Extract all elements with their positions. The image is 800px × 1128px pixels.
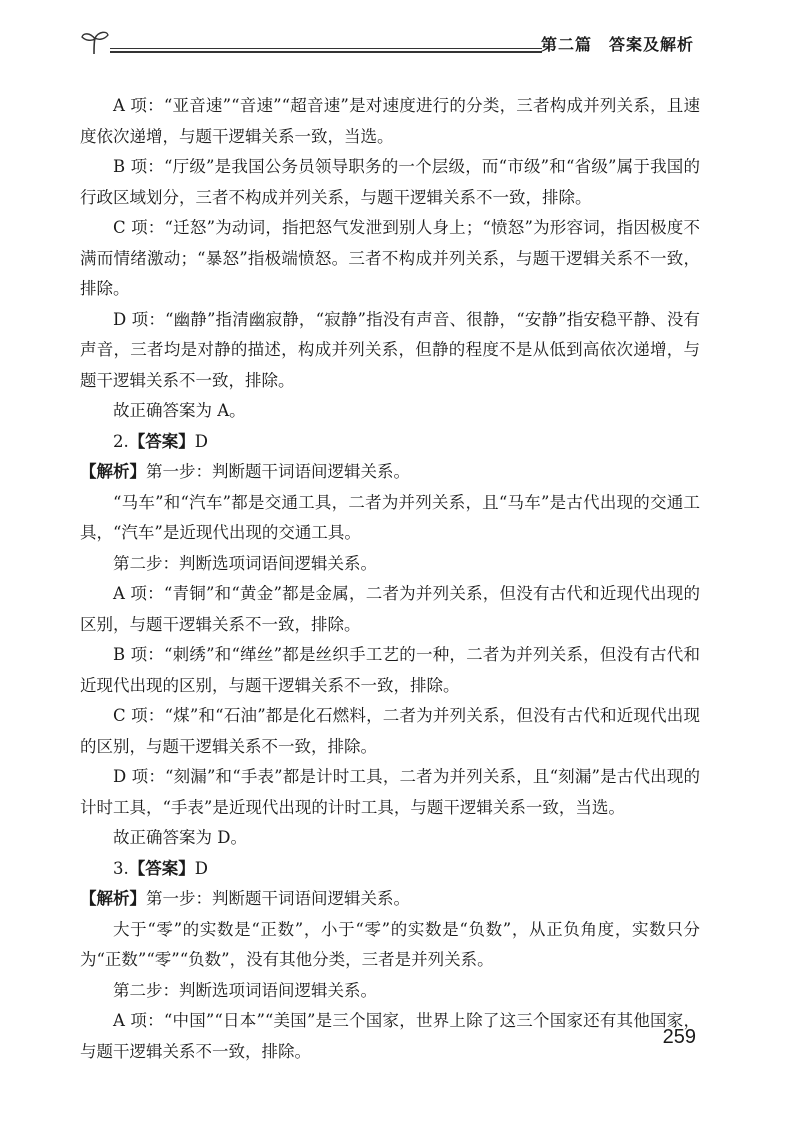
section-title: 第二篇 答案及解析 xyxy=(540,35,694,54)
q2-answer-value: D xyxy=(194,431,208,451)
q2-paragraph: B 项：“刺绣”和“缂丝”都是丝织手工艺的一种，二者为并列关系，但没有古代和近现代出现的区别，与题干逻辑关系不一致，排除。 xyxy=(80,645,700,695)
paragraph-option-c: C 项：“迁怒”为动词，指把怒气发泄到别人身上；“愤怒”为形容词，指因极度不满而情绪激动；“暴怒”指极端愤怒。三者不构成并列关系，与题干逻辑关系不一致，排除。 xyxy=(80,218,700,298)
q2-paragraph: 故正确答案为 D。 xyxy=(113,828,247,847)
q2-analysis-line xyxy=(80,457,700,488)
q3-paragraph: 大于“零”的实数是“正数”，小于“零”的实数是“负数”，从正负角度，实数只分为“正数”“零”“负数”，没有其他分类，三者是并列关系。 xyxy=(80,919,700,969)
paragraph-option-a: A 项：“亚音速”“音速”“超音速”是对速度进行的分类，三者构成并列关系，且速度依次递增，与题干逻辑关系一致，当选。 xyxy=(80,96,700,146)
q2-paragraph: A 项：“青铜”和“黄金”都是金属，二者为并列关系，但没有古代和近现代出现的区别，与题干逻辑关系不一致，排除。 xyxy=(80,584,700,634)
paragraph-option-b: B 项：“厅级”是我国公务员领导职务的一个层级，而“市级”和“省级”属于我国的行政区域划分，三者不构成并列关系，与题干逻辑关系不一致，排除。 xyxy=(80,157,700,207)
page-body xyxy=(80,91,700,1067)
q2-answer-line xyxy=(80,427,700,458)
header-rule-bold xyxy=(110,51,542,53)
q2-paragraph: “马车”和“汽车”都是交通工具，二者为并列关系，且“马车”是古代出现的交通工具，“汽车”是近现代出现的交通工具。 xyxy=(80,492,700,542)
q2-analysis-label: 【解析】 xyxy=(80,462,146,481)
q3-answer-value: D xyxy=(194,858,208,878)
q2-step1: 第一步：判断题干词语间逻辑关系。 xyxy=(146,462,410,481)
q3-number: 3. xyxy=(113,858,129,878)
paragraph-option-d: D 项：“幽静”指清幽寂静，“寂静”指没有声音、很静，“安静”指安稳平静、没有声音，三者均是对静的描述，构成并列关系，但静的程度不是从低到高依次递增，与题干逻辑关系不一致，排除。 xyxy=(80,309,700,390)
q2-paragraph: 第二步：判断选项词语间逻辑关系。 xyxy=(113,553,377,573)
running-header xyxy=(80,28,710,58)
q3-paragraph: 第二步：判断选项词语间逻辑关系。 xyxy=(113,980,377,1000)
q3-analysis-line xyxy=(80,884,700,915)
q2-number: 2. xyxy=(113,431,129,451)
q2-answer-label: 【答案】 xyxy=(128,431,195,451)
q2-paragraph: D 项：“刻漏”和“手表”都是计时工具，二者为并列关系，且“刻漏”是古代出现的计时工具，“手表”是近现代出现的计时工具，与题干逻辑关系一致，当选。 xyxy=(80,767,700,817)
q3-answer-line xyxy=(80,854,700,885)
q3-step1: 第一步：判断题干词语间逻辑关系。 xyxy=(146,889,410,908)
page-number: 259 xyxy=(662,1026,696,1048)
q2-paragraph: C 项：“煤”和“石油”都是化石燃料，二者为并列关系，但没有古代和近现代出现的区别，与题干逻辑关系不一致，排除。 xyxy=(80,706,700,756)
q3-answer-label: 【答案】 xyxy=(128,858,195,878)
paragraph-conclusion: 故正确答案为 A。 xyxy=(113,401,246,420)
q3-paragraph: A 项：“中国”“日本”“美国”是三个国家，世界上除了这三个国家还有其他国家，与题干逻辑关系不一致，排除。 xyxy=(80,1011,700,1061)
sprout-icon xyxy=(80,28,114,56)
q3-analysis-label: 【解析】 xyxy=(80,889,146,908)
header-rule xyxy=(110,48,542,49)
